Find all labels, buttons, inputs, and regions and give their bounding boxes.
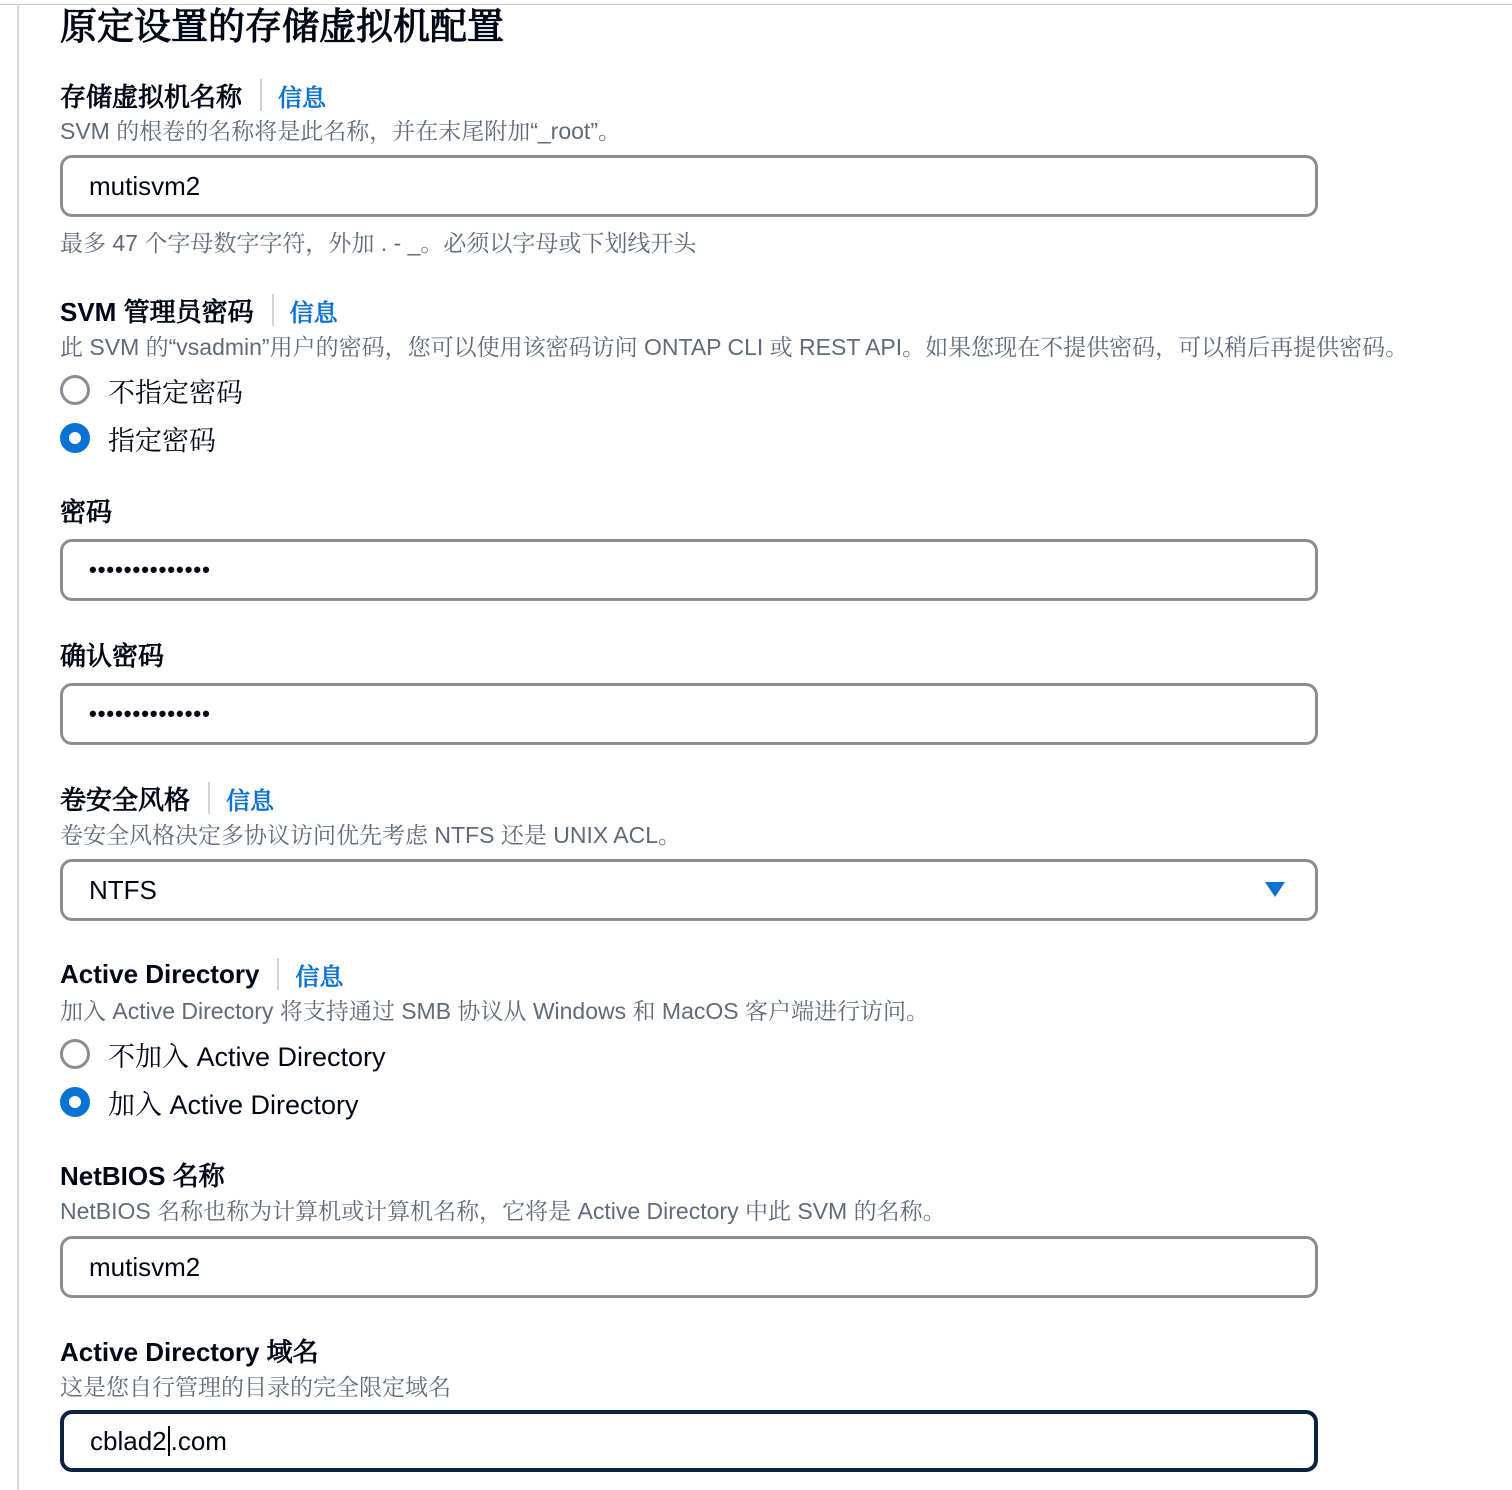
label-separator [272, 294, 274, 326]
radio-no-password-label: 不指定密码 [108, 377, 243, 408]
radio-specify-password-indicator[interactable] [60, 423, 90, 453]
svm-admin-password-label-row [60, 292, 338, 328]
svm-name-label: 存储虚拟机名称 [60, 81, 243, 112]
volume-security-style-description: 卷安全风格决定多协议访问优先考虑 NTFS 还是 UNIX ACL。 [60, 822, 682, 848]
netbios-name-label: NetBIOS 名称 [60, 1160, 225, 1191]
netbios-name-input[interactable] [60, 1236, 1318, 1298]
volume-security-style-label: 卷安全风格 [60, 784, 191, 815]
caret-down-icon [1265, 882, 1285, 897]
radio-join-ad[interactable] [60, 1082, 359, 1122]
radio-join-ad-label: 加入 Active Directory [108, 1089, 359, 1120]
page-title: 原定设置的存储虚拟机配置 [60, 6, 504, 47]
left-border [17, 4, 19, 1490]
password-label-row [60, 492, 112, 528]
volume-security-style-info-link[interactable]: 信息 [226, 787, 275, 815]
password-value: •••••••••••••• [89, 557, 211, 582]
svm-admin-password-info-link[interactable]: 信息 [289, 299, 338, 327]
radio-join-ad-indicator[interactable] [60, 1087, 90, 1117]
ad-domain-description: 这是您自行管理的目录的完全限定域名 [60, 1374, 451, 1400]
text-caret [168, 1426, 170, 1456]
radio-no-password[interactable] [60, 370, 243, 410]
active-directory-label-row [60, 956, 343, 992]
radio-not-join-ad-label: 不加入 Active Directory [108, 1041, 386, 1072]
netbios-name-description: NetBIOS 名称也称为计算机或计算机名称，它将是 Active Directory 中此 SVM 的名称。 [60, 1198, 946, 1224]
ad-domain-label: Active Directory 域名 [60, 1336, 319, 1367]
password-input[interactable] [60, 539, 1318, 601]
ad-domain-value-before-caret: cblad2 [90, 1425, 167, 1456]
svm-name-label-row [60, 77, 326, 113]
netbios-name-label-row [60, 1156, 225, 1192]
svm-admin-password-description: 此 SVM 的“vsadmin”用户的密码，您可以使用该密码访问 ONTAP CLI 或 REST API。如果您现在不提供密码，可以稍后再提供密码。 [60, 334, 1409, 360]
confirm-password-label-row [60, 636, 164, 672]
ad-domain-value-after-caret: .com [170, 1425, 227, 1456]
volume-security-style-select[interactable] [60, 859, 1318, 921]
label-separator [277, 958, 279, 990]
confirm-password-label: 确认密码 [60, 640, 165, 671]
radio-specify-password-label: 指定密码 [108, 425, 216, 456]
ad-domain-label-row [60, 1332, 319, 1368]
confirm-password-value: •••••••••••••• [89, 701, 211, 726]
radio-specify-password[interactable] [60, 418, 216, 458]
netbios-name-value: mutisvm2 [89, 1251, 201, 1282]
active-directory-description: 加入 Active Directory 将支持通过 SMB 协议从 Windows 和 MacOS 客户端进行访问。 [60, 998, 929, 1024]
volume-security-style-label-row [60, 780, 274, 816]
radio-not-join-ad-indicator[interactable] [60, 1039, 90, 1069]
radio-no-password-indicator[interactable] [60, 375, 90, 405]
label-separator [260, 79, 262, 111]
volume-security-style-value: NTFS [89, 874, 157, 905]
label-separator [208, 782, 210, 814]
svm-admin-password-label: SVM 管理员密码 [60, 296, 254, 327]
svm-name-info-link[interactable]: 信息 [278, 84, 327, 112]
password-label: 密码 [60, 496, 113, 527]
radio-not-join-ad[interactable] [60, 1034, 386, 1074]
svm-name-constraint: 最多 47 个字母数字字符，外加 . - _。必须以字母或下划线开头 [60, 230, 697, 256]
ad-domain-input[interactable] [60, 1410, 1318, 1472]
svm-name-description: SVM 的根卷的名称将是此名称，并在末尾附加“_root”。 [60, 118, 621, 144]
svm-name-input[interactable] [60, 155, 1318, 217]
active-directory-info-link[interactable]: 信息 [295, 963, 344, 991]
svm-name-value: mutisvm2 [89, 170, 201, 201]
active-directory-label: Active Directory [60, 958, 260, 989]
confirm-password-input[interactable] [60, 683, 1318, 745]
